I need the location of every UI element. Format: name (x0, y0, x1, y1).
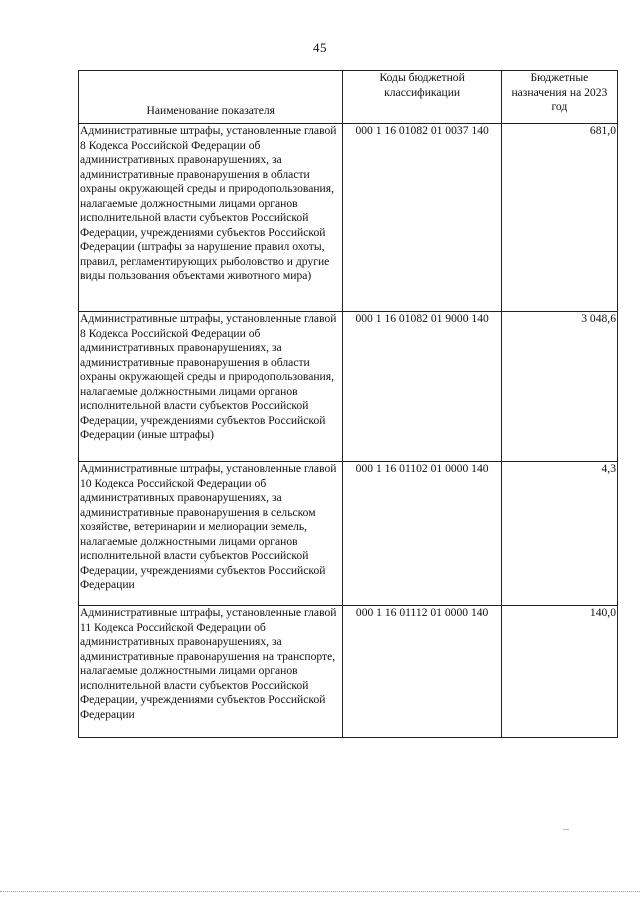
row-name: Административные штрафы, установленные главой 10 Кодекса Российской Федерации об административных правонарушениях, за административные правонарушения в сельском хозяйстве, ветеринарии и мелиорации земель, налагаемые должностными лицами органов исполнительной власти субъектов Российской Федерации, учреждениями субъектов Российской Федерации (79, 462, 343, 606)
row-code: 000 1 16 01112 01 0000 140 (343, 606, 501, 738)
row-code: 000 1 16 01082 01 9000 140 (343, 312, 501, 462)
row-value: 3 048,6 (501, 312, 617, 462)
row-value: 681,0 (501, 124, 617, 312)
row-value: 140,0 (501, 606, 617, 738)
header-name: Наименование показателя (79, 71, 343, 124)
table-row (79, 124, 618, 312)
table-row (79, 606, 618, 738)
header-code: Коды бюджетной классификации (343, 71, 501, 124)
table-row (79, 312, 618, 462)
row-value: 4,3 (501, 462, 617, 606)
header-value: Бюджетные назначения на 2023 год (501, 71, 617, 124)
table-row (79, 462, 618, 606)
scan-edge-mark (563, 829, 569, 830)
scan-edge-line (0, 891, 640, 892)
table-header-row (79, 71, 618, 124)
budget-table (78, 70, 618, 738)
row-code: 000 1 16 01102 01 0000 140 (343, 462, 501, 606)
page-number: 45 (313, 40, 327, 55)
row-name: Административные штрафы, установленные главой 11 Кодекса Российской Федерации об административных правонарушениях, за административные правонарушения на транспорте, налагаемые должностными лицами органов исполнительной власти субъектов Российской Федерации, учреждениями субъектов Российской Федерации (79, 606, 343, 738)
row-name: Административные штрафы, установленные главой 8 Кодекса Российской Федерации об административных правонарушениях, за административные правонарушения в области охраны окружающей среды и природопользования, налагаемые должностными лицами органов исполнительной власти субъектов Российской Федерации, учреждениями субъектов Российской Федерации (иные штрафы) (79, 312, 343, 462)
row-code: 000 1 16 01082 01 0037 140 (343, 124, 501, 312)
row-name: Административные штрафы, установленные главой 8 Кодекса Российской Федерации об административных правонарушениях, за административные правонарушения в области охраны окружающей среды и природопользования, налагаемые должностными лицами органов исполнительной власти субъектов Российской Федерации, учреждениями субъектов Российской Федерации (штрафы за нарушение правил охоты, правил, регламентирующих рыболовство и другие виды пользования объектами животного мира) (79, 124, 343, 312)
